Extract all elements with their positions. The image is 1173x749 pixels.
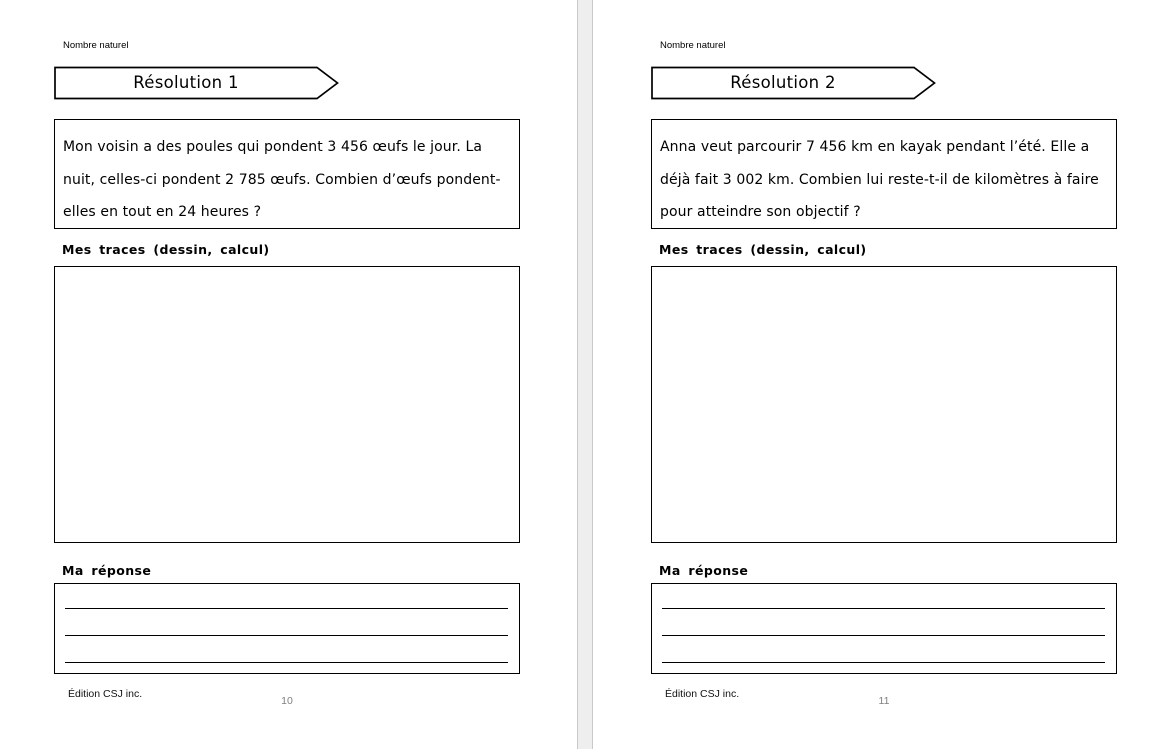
page-gutter xyxy=(577,0,593,749)
footer-publisher: Édition CSJ inc. xyxy=(665,688,740,700)
resolution-banner xyxy=(651,66,936,100)
answer-writing-line xyxy=(65,608,508,609)
traces-label: Mes traces (dessin, calcul) xyxy=(659,242,867,257)
problem-statement-box xyxy=(54,119,520,229)
page-number: 11 xyxy=(878,695,890,707)
answer-writing-line xyxy=(662,662,1105,663)
problem-text: Anna veut parcourir 7 456 km en kayak pendant l’été. Elle a déjà fait 3 002 km. Combien lui reste-t-il de kilomètres à faire pour atteindre son objectif ? xyxy=(660,139,1099,220)
footer-publisher: Édition CSJ inc. xyxy=(68,688,143,700)
answer-writing-line xyxy=(65,635,508,636)
answer-box xyxy=(54,583,520,674)
problem-statement-box xyxy=(651,119,1117,229)
answer-box xyxy=(651,583,1117,674)
problem-text: Mon voisin a des poules qui pondent 3 456 œufs le jour. La nuit, celles-ci pondent 2 785 œufs. Combien d’œufs pondent-elles en tout en 24 heures ? xyxy=(63,139,501,220)
answer-writing-line xyxy=(662,608,1105,609)
answer-label: Ma réponse xyxy=(62,563,152,578)
answer-label: Ma réponse xyxy=(659,563,749,578)
traces-workspace-box xyxy=(651,266,1117,543)
worksheet-page-right xyxy=(593,0,1173,749)
resolution-banner xyxy=(54,66,339,100)
answer-writing-line xyxy=(662,635,1105,636)
page-number: 10 xyxy=(281,695,293,707)
category-label: Nombre naturel xyxy=(660,40,726,51)
answer-writing-line xyxy=(65,662,508,663)
traces-label: Mes traces (dessin, calcul) xyxy=(62,242,270,257)
banner-title: Résolution 2 xyxy=(730,73,836,92)
worksheet-page-left xyxy=(0,0,577,749)
banner-title: Résolution 1 xyxy=(133,73,239,92)
traces-workspace-box xyxy=(54,266,520,543)
category-label: Nombre naturel xyxy=(63,40,129,51)
